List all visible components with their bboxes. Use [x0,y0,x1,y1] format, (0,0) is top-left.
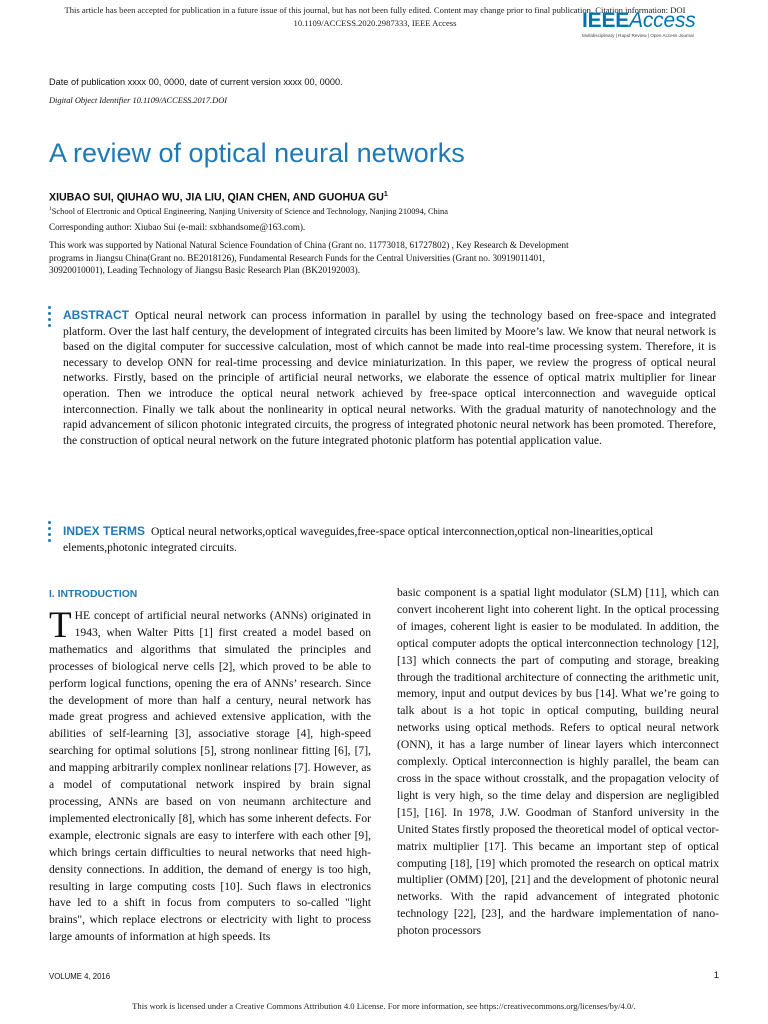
ieee-access-logo [582,10,712,38]
footer-volume: VOLUME 4, 2016 [49,972,111,981]
affiliation-superscript: 1 [49,206,52,212]
license-notice: This work is licensed under a Creative Commons Attribution 4.0 License. For more information, see https://creativecommons.org/licenses/by/4.0/. [132,1001,636,1011]
drop-cap: T [49,605,72,646]
notice-line-2: 10.1109/ACCESS.2020.2987333, IEEE Access [293,18,457,28]
publication-date: Date of publication xxxx 00, 0000, date of current version xxxx 00, 0000. [49,77,343,87]
intro-column-left [49,605,371,946]
affiliation-text: School of Electronic and Optical Engineering, Nanjing University of Science and Technology, Nanjing 210094, China [51,206,448,216]
authors-text: XIUBAO SUI, QIUHAO WU, JIA LIU, QIAN CHEN, AND GUOHUA GU [49,191,384,204]
corresponding-author: Corresponding author: Xiubao Sui (e-mail: sxbhandsome@163.com). [49,222,306,232]
intro-column-right: basic component is a spatial light modulator (SLM) [11], which can convert incoherent light into coherent light. In the optical processing of images, coherent light is easier to be modulated. In addition, the optical computer adopts the optical interconnection technology [12], [13] which connects the part of computing and storage, breaking through the traditional architecture of connecting the arithmetic unit, memory, input and output devices by bus [14]. What we’re going to talk about is a hot topic in optical computing, building neural networks using optical methods. Refers to optical neural network (ONN), it has a large number of linear layers which interconnect complexly. Optical interconnection is highly parallel, the beam can cross in the space without crosstalk, and the propagation velocity of light is very high, so the time delay and dispersion are negligibled [15], [16]. In 1978, J.W. Goodman of Stanford university in the United States firstly proposed the theoretical model of optical vector-matrix multiplier [17]. This became an important step of optical computing [18], [19] which promoted the research on optical matrix multiplier (OMM) [20], [21] and the development of photonic neural networks. With the rapid advancement of integrated photonic technology [22], [23], and the hardware implementation of nano-photon processors [397,586,719,938]
abstract-section [63,308,716,448]
doi-line: Digital Object Identifier 10.1109/ACCESS.2017.DOI [49,96,228,105]
index-terms-dots-decoration [48,521,52,545]
abstract-text: Optical neural network can process information in parallel by using the technology based on free-space and integrated platform. Over the last half century, the development of integrated circuits has been limited by Moore’s law. We know that neural network is based on the digital computer for successive calculation, most of which cannot be made into real-time processing system. Therefore, it is necessary to develop ONN for real-time processing and device miniaturization. In this paper, we review the progress of optical neural networks. Firstly, based on the principle of artificial neural networks, we elaborate the essence of optical matrix multiplier for linear operation. Then we introduce the optical neural network achieved by free-space optical interconnection and waveguide optical interconnection. Finally we talk about the nonlinearity in optical neural networks. With the gradual maturity of nanotechnology and the rapid advancement of silicon photonic integrated circuits, the progress of integrated photonic neural network has been promoted. Therefore, the construction of optical neural network on the future integrated photonic platform has potential application value. [63,309,716,447]
index-terms-section [63,524,716,555]
section-heading-introduction: I. INTRODUCTION [49,589,138,600]
index-terms-text: Optical neural networks,optical waveguides,free-space optical interconnection,optical non-linearities,optical elements,photonic integrated circuits. [63,525,654,554]
abstract-label: ABSTRACT [63,308,129,322]
authors-superscript: 1 [383,191,388,198]
funding-note: This work was supported by National Natural Science Foundation of China (Grant no. 11773018, 61727802) , Key Research & Development programs in Jiangsu China(Grant no. BE2018126), Fundamental Research Funds for the Central Universities (Grant no. 30919011401, 30920010001), Leading Technology of Jiangsu Basic Research Plan (BK20192003). [49,240,569,275]
notice-line-1: This article has been accepted for publication in a future issue of this journal, but has not been fully edited. Content may change prior to final publication. Citation information: DOI [64,5,686,15]
logo-italic: Access [629,9,696,32]
logo-wordmark [582,10,712,32]
affiliation [49,206,448,216]
logo-tagline: Multidisciplinary | Rapid Review | Open Access Journal [582,33,694,38]
logo-bold: IEEE [582,9,630,32]
intro-left-text: HE concept of artificial neural networks (ANNs) originated in 1943, when Walter Pitts [1] first created a model based on mathematics and algorithms that simulated the principles and processes of biological nerve cells [2], which proved to be able to perform logical functions, opening the era of ANNs’ research. Since the development of more than half a century, neural network has made great progress and achieved extensive application, with the abilities of self-learning [3], associative storage [4], high-speed searching for optimal solutions [5], strong nonlinear fitting [6], [7], and mapping arbitrarily complex nonlinear relations [7]. However, as a model of computational network inspired by brain signal processing, ANNs are based on von neumann architecture and implemented electronically [8], which has some inherent defects. For example, electronic signals are easy to interfere with each other [9], which brings certain difficulties to neural networks that need high-density connections. In addition, the demand of energy is too high, resulting in large computing costs [10]. Such flaws in electronics have led to a shift in focus from computers to so-called "light brains", which replace electrons or electricity with light to process large amounts of information at high speeds. Its [49,609,371,944]
author-list [49,191,388,204]
index-terms-label: INDEX TERMS [63,524,146,538]
page-number: 1 [713,970,719,981]
abstract-dots-decoration [48,306,52,330]
paper-title: A review of optical neural networks [49,138,465,168]
